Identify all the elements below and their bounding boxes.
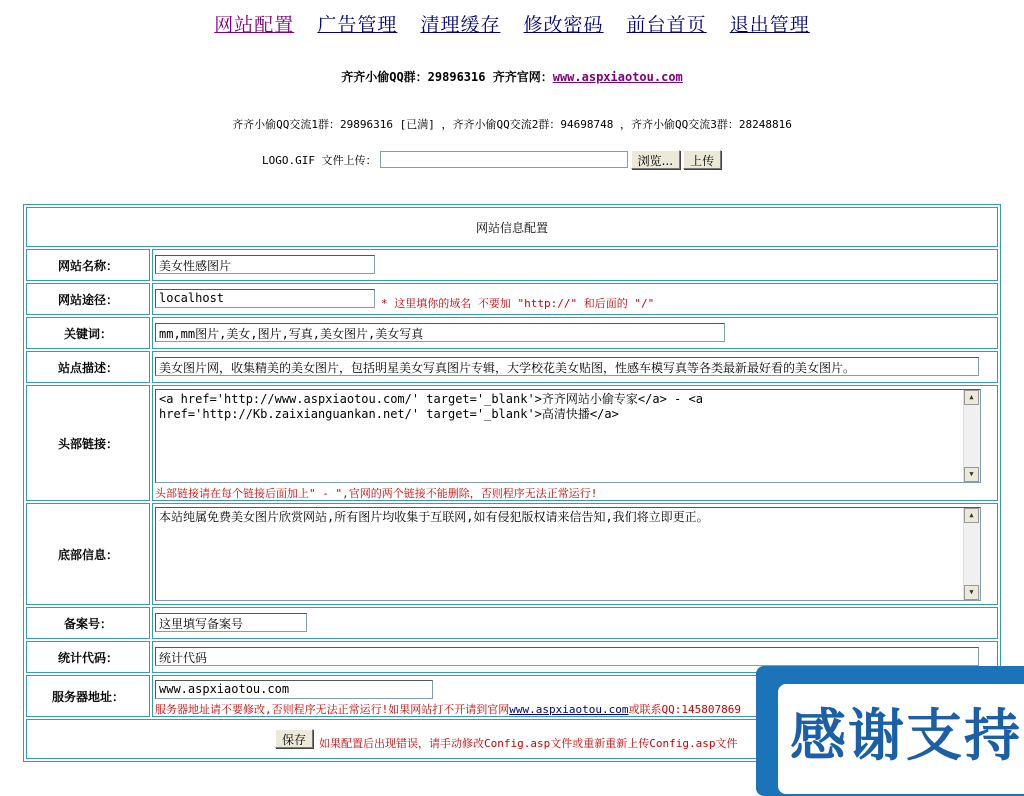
server-note (155, 701, 741, 717)
site-name-input[interactable]: 美女性感图片 (155, 255, 375, 274)
site-path-input[interactable]: localhost (155, 289, 375, 308)
server-note-link[interactable]: www.aspxiaotou.com (509, 703, 629, 716)
description-cell (152, 351, 998, 383)
nav-site-config[interactable]: 网站配置 (214, 14, 295, 36)
file-path-input[interactable] (380, 151, 628, 168)
scroll-down-arrow-icon[interactable]: ▼ (964, 585, 979, 600)
thanks-overlay (756, 666, 1024, 796)
nav-logout[interactable]: 退出管理 (729, 14, 810, 36)
save-button[interactable]: 保存 (275, 729, 313, 748)
icp-label: 备案号： (26, 607, 150, 639)
footer-text: 本站纯属免费美女图片欣赏网站,所有图片均收集于互联网,如有侵犯版权请来信告知,我们将立即更正。 (159, 510, 709, 524)
footer-label: 底部信息： (26, 503, 150, 605)
nav-clear-cache[interactable]: 清理缓存 (420, 14, 501, 36)
header-links-line1: <a href='http://www.aspxiaotou.com/' target='_blank'>齐齐网站小偷专家</a> - <a (159, 392, 703, 406)
upload-label: LOGO.GIF 文件上传： (262, 153, 377, 167)
qq-groups-line: 齐齐小偷QQ交流1群：29896316 [已满] ，齐齐小偷QQ交流2群：94698748 ，齐齐小偷QQ交流3群：28248816 (232, 118, 792, 131)
logo-upload (262, 150, 721, 169)
header-links-label: 头部链接： (26, 385, 150, 501)
icp-cell (152, 607, 998, 639)
nav-ad-management[interactable]: 广告管理 (317, 14, 398, 36)
official-site-link[interactable]: www.aspxiaotou.com (552, 70, 683, 84)
save-note: 如果配置后出现错误，请手动修改Config.asp文件或重新重新上传Config.asp文件 (319, 737, 738, 750)
server-label: 服务器地址： (26, 675, 150, 717)
form-title: 网站信息配置 (26, 207, 998, 247)
scroll-down-arrow-icon[interactable]: ▼ (964, 467, 979, 482)
footer-cell (152, 503, 998, 605)
description-label: 站点描述： (26, 351, 150, 383)
scroll-up-arrow-icon[interactable]: ▲ (964, 508, 979, 523)
header-links-scrollbar[interactable] (963, 390, 980, 482)
header-links-textarea[interactable] (155, 389, 981, 483)
top-nav (0, 10, 1024, 37)
site-name-cell (152, 249, 998, 281)
stats-input[interactable]: 统计代码 (155, 647, 979, 666)
server-note-pre: 服务器地址请不要修改,否则程序无法正常运行!如果网站打不开请到官网 (155, 703, 510, 716)
keywords-input[interactable]: mm,mm图片,美女,图片,写真,美女图片,美女写真 (155, 323, 725, 342)
site-name-label: 网站名称： (26, 249, 150, 281)
site-path-label: 网站途径： (26, 283, 150, 315)
site-path-note: * 这里填你的域名 不要加 "http://" 和后面的 "/" (381, 297, 655, 310)
scroll-up-arrow-icon[interactable]: ▲ (964, 390, 979, 405)
qq-group-text: 齐齐小偷QQ群：29896316 齐齐官网： (341, 70, 553, 84)
footer-textarea[interactable] (155, 507, 981, 601)
nav-change-password[interactable]: 修改密码 (523, 14, 604, 36)
server-note-post: 或联系QQ:145807869 (628, 703, 741, 716)
stats-label: 统计代码： (26, 641, 150, 673)
browse-button[interactable]: 浏览... (631, 150, 680, 169)
header-links-note: 头部链接请在每个链接后面加上" - ",官网的两个链接不能删除，否则程序无法正常运行! (155, 487, 598, 500)
overlay-text: 感谢支持 (790, 704, 1022, 769)
header-links-line2: href='http://Kb.zaixianguankan.net/' target='_blank'>高清快播</a> (159, 407, 619, 421)
server-input[interactable]: www.aspxiaotou.com (155, 680, 433, 699)
upload-button[interactable]: 上传 (683, 150, 721, 169)
keywords-label: 关键词： (26, 317, 150, 349)
site-path-cell (152, 283, 998, 315)
description-input[interactable]: 美女图片网，收集精美的美女图片，包括明星美女写真图片专辑，大学校花美女贴图，性感车模写真等各类最新最好看的美女图片。 (155, 357, 979, 376)
nav-front-page[interactable]: 前台首页 (626, 14, 707, 36)
icp-input[interactable]: 这里填写备案号 (155, 613, 307, 632)
footer-scrollbar[interactable] (963, 508, 980, 600)
header-links-cell (152, 385, 998, 501)
keywords-cell (152, 317, 998, 349)
qq-group-info (0, 68, 1024, 85)
